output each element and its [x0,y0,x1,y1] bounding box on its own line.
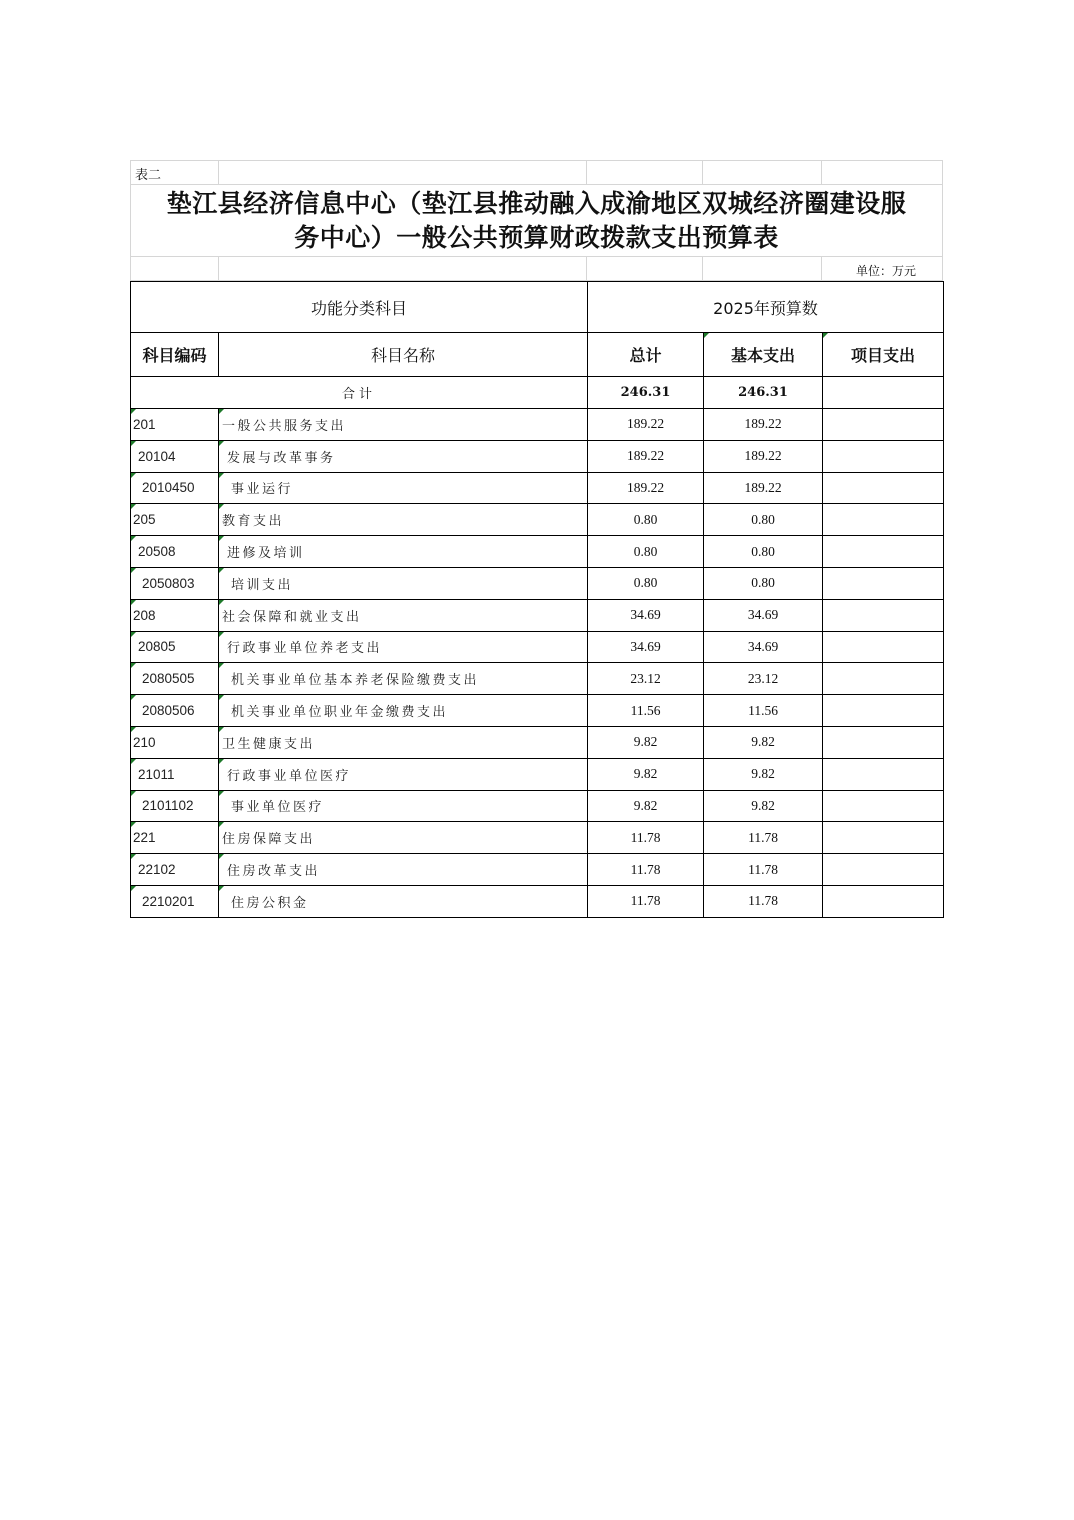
comment-marker-icon [219,854,224,859]
table-row [131,409,944,441]
table-row [131,599,944,631]
row-name: 机关事业单位职业年金缴费支出 [219,695,588,727]
row-name: 机关事业单位基本养老保险缴费支出 [219,663,588,695]
comment-marker-icon [219,822,224,827]
row-code: 2010450 [131,472,219,504]
row-total: 11.78 [588,854,704,886]
row-name: 进修及培训 [219,536,588,568]
row-code: 205 [131,504,219,536]
row-project [823,726,944,758]
row-code: 221 [131,822,219,854]
comment-marker-icon [219,441,224,446]
row-basic: 189.22 [704,440,823,472]
row-code: 21011 [131,758,219,790]
row-name: 行政事业单位养老支出 [219,631,588,663]
row-code: 2210201 [131,885,219,917]
comment-marker-icon [131,409,136,414]
comment-marker-icon [131,600,136,605]
comment-marker-icon [219,759,224,764]
comment-marker-icon [131,695,136,700]
total-row [131,377,944,409]
row-basic: 11.78 [704,885,823,917]
table-label: 表二 [131,161,219,185]
row-basic: 9.82 [704,790,823,822]
table-row [131,885,944,917]
table-row [131,472,944,504]
unit-label: 单位：万元 [822,257,943,281]
comment-marker-icon [219,409,224,414]
comment-marker-icon [131,632,136,637]
row-total: 189.22 [588,440,704,472]
header-func-class: 功能分类科目 [131,282,588,333]
table-row [131,822,944,854]
row-total: 11.78 [588,822,704,854]
row-name: 住房公积金 [219,885,588,917]
comment-marker-icon [131,441,136,446]
comment-marker-icon [219,791,224,796]
comment-marker-icon [219,600,224,605]
row-name: 住房改革支出 [219,854,588,886]
row-total: 34.69 [588,599,704,631]
row-project [823,440,944,472]
row-code: 20508 [131,536,219,568]
row-project [823,409,944,441]
row-project [823,822,944,854]
table-row [131,536,944,568]
table-row [131,758,944,790]
row-code: 20104 [131,440,219,472]
comment-marker-icon [131,759,136,764]
comment-marker-icon [131,727,136,732]
row-total: 9.82 [588,758,704,790]
row-total: 23.12 [588,663,704,695]
row-name: 行政事业单位医疗 [219,758,588,790]
row-name: 社会保障和就业支出 [219,599,588,631]
table-row [131,567,944,599]
total-basic: 246.31 [704,377,823,409]
table-row [131,790,944,822]
table-row [131,726,944,758]
row-total: 0.80 [588,567,704,599]
row-basic: 9.82 [704,758,823,790]
comment-marker-icon [131,791,136,796]
document-title [130,185,943,257]
row-name: 事业运行 [219,472,588,504]
row-name: 卫生健康支出 [219,726,588,758]
row-total: 34.69 [588,631,704,663]
row-code: 22102 [131,854,219,886]
row-basic: 0.80 [704,504,823,536]
header-column-row [131,333,944,377]
row-basic: 9.82 [704,726,823,758]
total-label: 合计 [131,377,588,409]
row-project [823,472,944,504]
row-total: 11.56 [588,695,704,727]
row-total: 9.82 [588,790,704,822]
row-project [823,663,944,695]
row-project [823,631,944,663]
comment-marker-icon [131,854,136,859]
row-total: 0.80 [588,536,704,568]
row-total: 189.22 [588,409,704,441]
row-basic: 11.78 [704,822,823,854]
header-name: 科目名称 [219,333,588,377]
row-name: 事业单位医疗 [219,790,588,822]
table-row [131,440,944,472]
row-basic: 0.80 [704,536,823,568]
row-code: 201 [131,409,219,441]
header-group-row [131,282,944,333]
row-name: 住房保障支出 [219,822,588,854]
row-project [823,790,944,822]
budget-sheet [130,160,943,918]
comment-marker-icon [131,886,136,891]
row-project [823,885,944,917]
row-total: 0.80 [588,504,704,536]
comment-marker-icon [219,536,224,541]
comment-marker-icon [131,473,136,478]
row-code: 2080506 [131,695,219,727]
title-line-2: 务中心）一般公共预算财政拨款支出预算表 [294,222,779,252]
row-project [823,536,944,568]
comment-marker-icon [131,536,136,541]
header-code: 科目编码 [131,333,219,377]
row-code: 20805 [131,631,219,663]
row-code: 2101102 [131,790,219,822]
row-basic: 0.80 [704,567,823,599]
row-basic: 189.22 [704,409,823,441]
row-project [823,567,944,599]
comment-marker-icon [131,568,136,573]
comment-marker-icon [131,504,136,509]
row-basic: 11.56 [704,695,823,727]
row-total: 189.22 [588,472,704,504]
row-project [823,695,944,727]
row-project [823,599,944,631]
table-row [131,695,944,727]
row-project [823,854,944,886]
table-row [131,854,944,886]
row-name: 发展与改革事务 [219,440,588,472]
table-row [131,663,944,695]
row-code: 208 [131,599,219,631]
comment-marker-icon [219,473,224,478]
row-name: 培训支出 [219,567,588,599]
row-name: 一般公共服务支出 [219,409,588,441]
row-basic: 34.69 [704,599,823,631]
total-project [823,377,944,409]
row-name: 教育支出 [219,504,588,536]
table-body [131,409,944,918]
row-code: 2050803 [131,567,219,599]
table-row [131,504,944,536]
title-line-1: 垫江县经济信息中心（垫江县推动融入成渝地区双城经济圈建设服 [166,188,907,218]
budget-table [130,281,944,918]
row-total: 11.78 [588,885,704,917]
row-code: 2080505 [131,663,219,695]
row-basic: 34.69 [704,631,823,663]
row-project [823,758,944,790]
unit-row [130,257,943,281]
comment-marker-icon [219,727,224,732]
header-total: 总计 [588,333,704,377]
total-total: 246.31 [588,377,704,409]
comment-marker-icon [219,886,224,891]
row-basic: 189.22 [704,472,823,504]
comment-marker-icon [219,504,224,509]
row-basic: 23.12 [704,663,823,695]
header-project: 项目支出 [823,333,944,377]
comment-marker-icon [131,822,136,827]
header-basic: 基本支出 [704,333,823,377]
sheet-label-row [130,160,943,185]
row-project [823,504,944,536]
header-budget-year: 2025年预算数 [588,282,944,333]
row-basic: 11.78 [704,854,823,886]
comment-marker-icon [219,632,224,637]
row-total: 9.82 [588,726,704,758]
comment-marker-icon [131,663,136,668]
row-code: 210 [131,726,219,758]
table-row [131,631,944,663]
comment-marker-icon [219,663,224,668]
comment-marker-icon [219,695,224,700]
comment-marker-icon [219,568,224,573]
